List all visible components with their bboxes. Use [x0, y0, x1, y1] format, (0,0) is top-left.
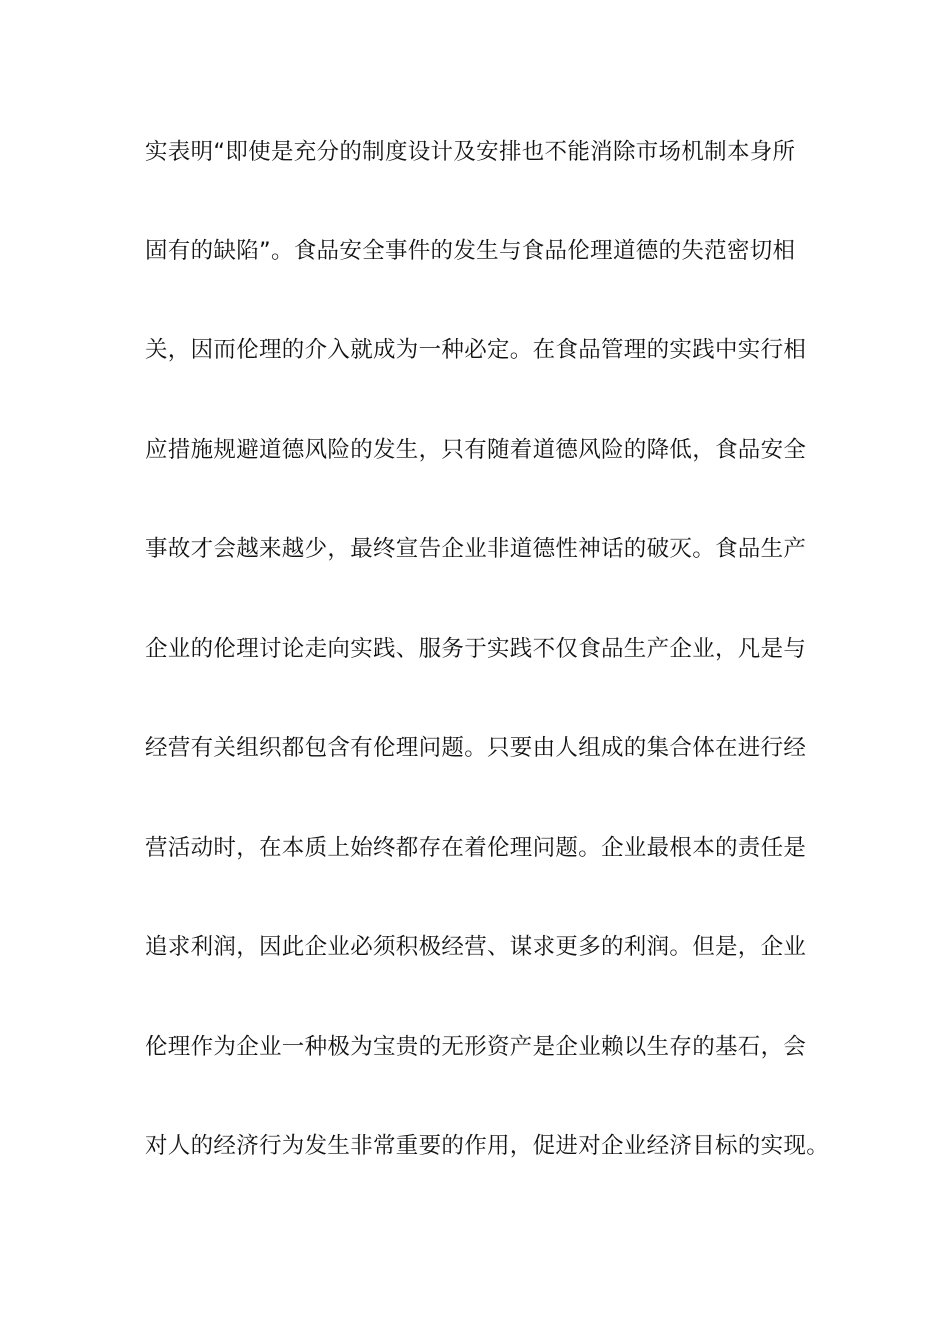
paragraph-line: 事故才会越来越少，最终宣告企业非道德性神话的破灭。食品生产 [145, 536, 807, 562]
paragraph-line: 实表明“即使是充分的制度设计及安排也不能消除市场机制本身所 [145, 139, 796, 165]
paragraph-line: 伦理作为企业一种极为宝贵的无形资产是企业赖以生存的基石，会 [145, 1034, 807, 1060]
paragraph-line: 营活动时，在本质上始终都存在着伦理问题。企业最根本的责任是 [145, 835, 807, 861]
paragraph-line: 固有的缺陷”。食品安全事件的发生与食品伦理道德的失范密切相 [145, 238, 796, 264]
paragraph-line: 追求利润，因此企业必须积极经营、谋求更多的利润。但是，企业 [145, 934, 807, 960]
paragraph-line: 对人的经济行为发生非常重要的作用，促进对企业经济目标的实现。 [145, 1133, 830, 1159]
paragraph-line: 关，因而伦理的介入就成为一种必定。在食品管理的实践中实行相 [145, 337, 807, 363]
paragraph-line: 企业的伦理讨论走向实践、服务于实践不仅食品生产企业，凡是与 [145, 636, 807, 662]
paragraph-line: 经营有关组织都包含有伦理问题。只要由人组成的集合体在进行经 [145, 735, 807, 761]
paragraph-line: 应措施规避道德风险的发生，只有随着道德风险的降低，食品安全 [145, 437, 807, 463]
